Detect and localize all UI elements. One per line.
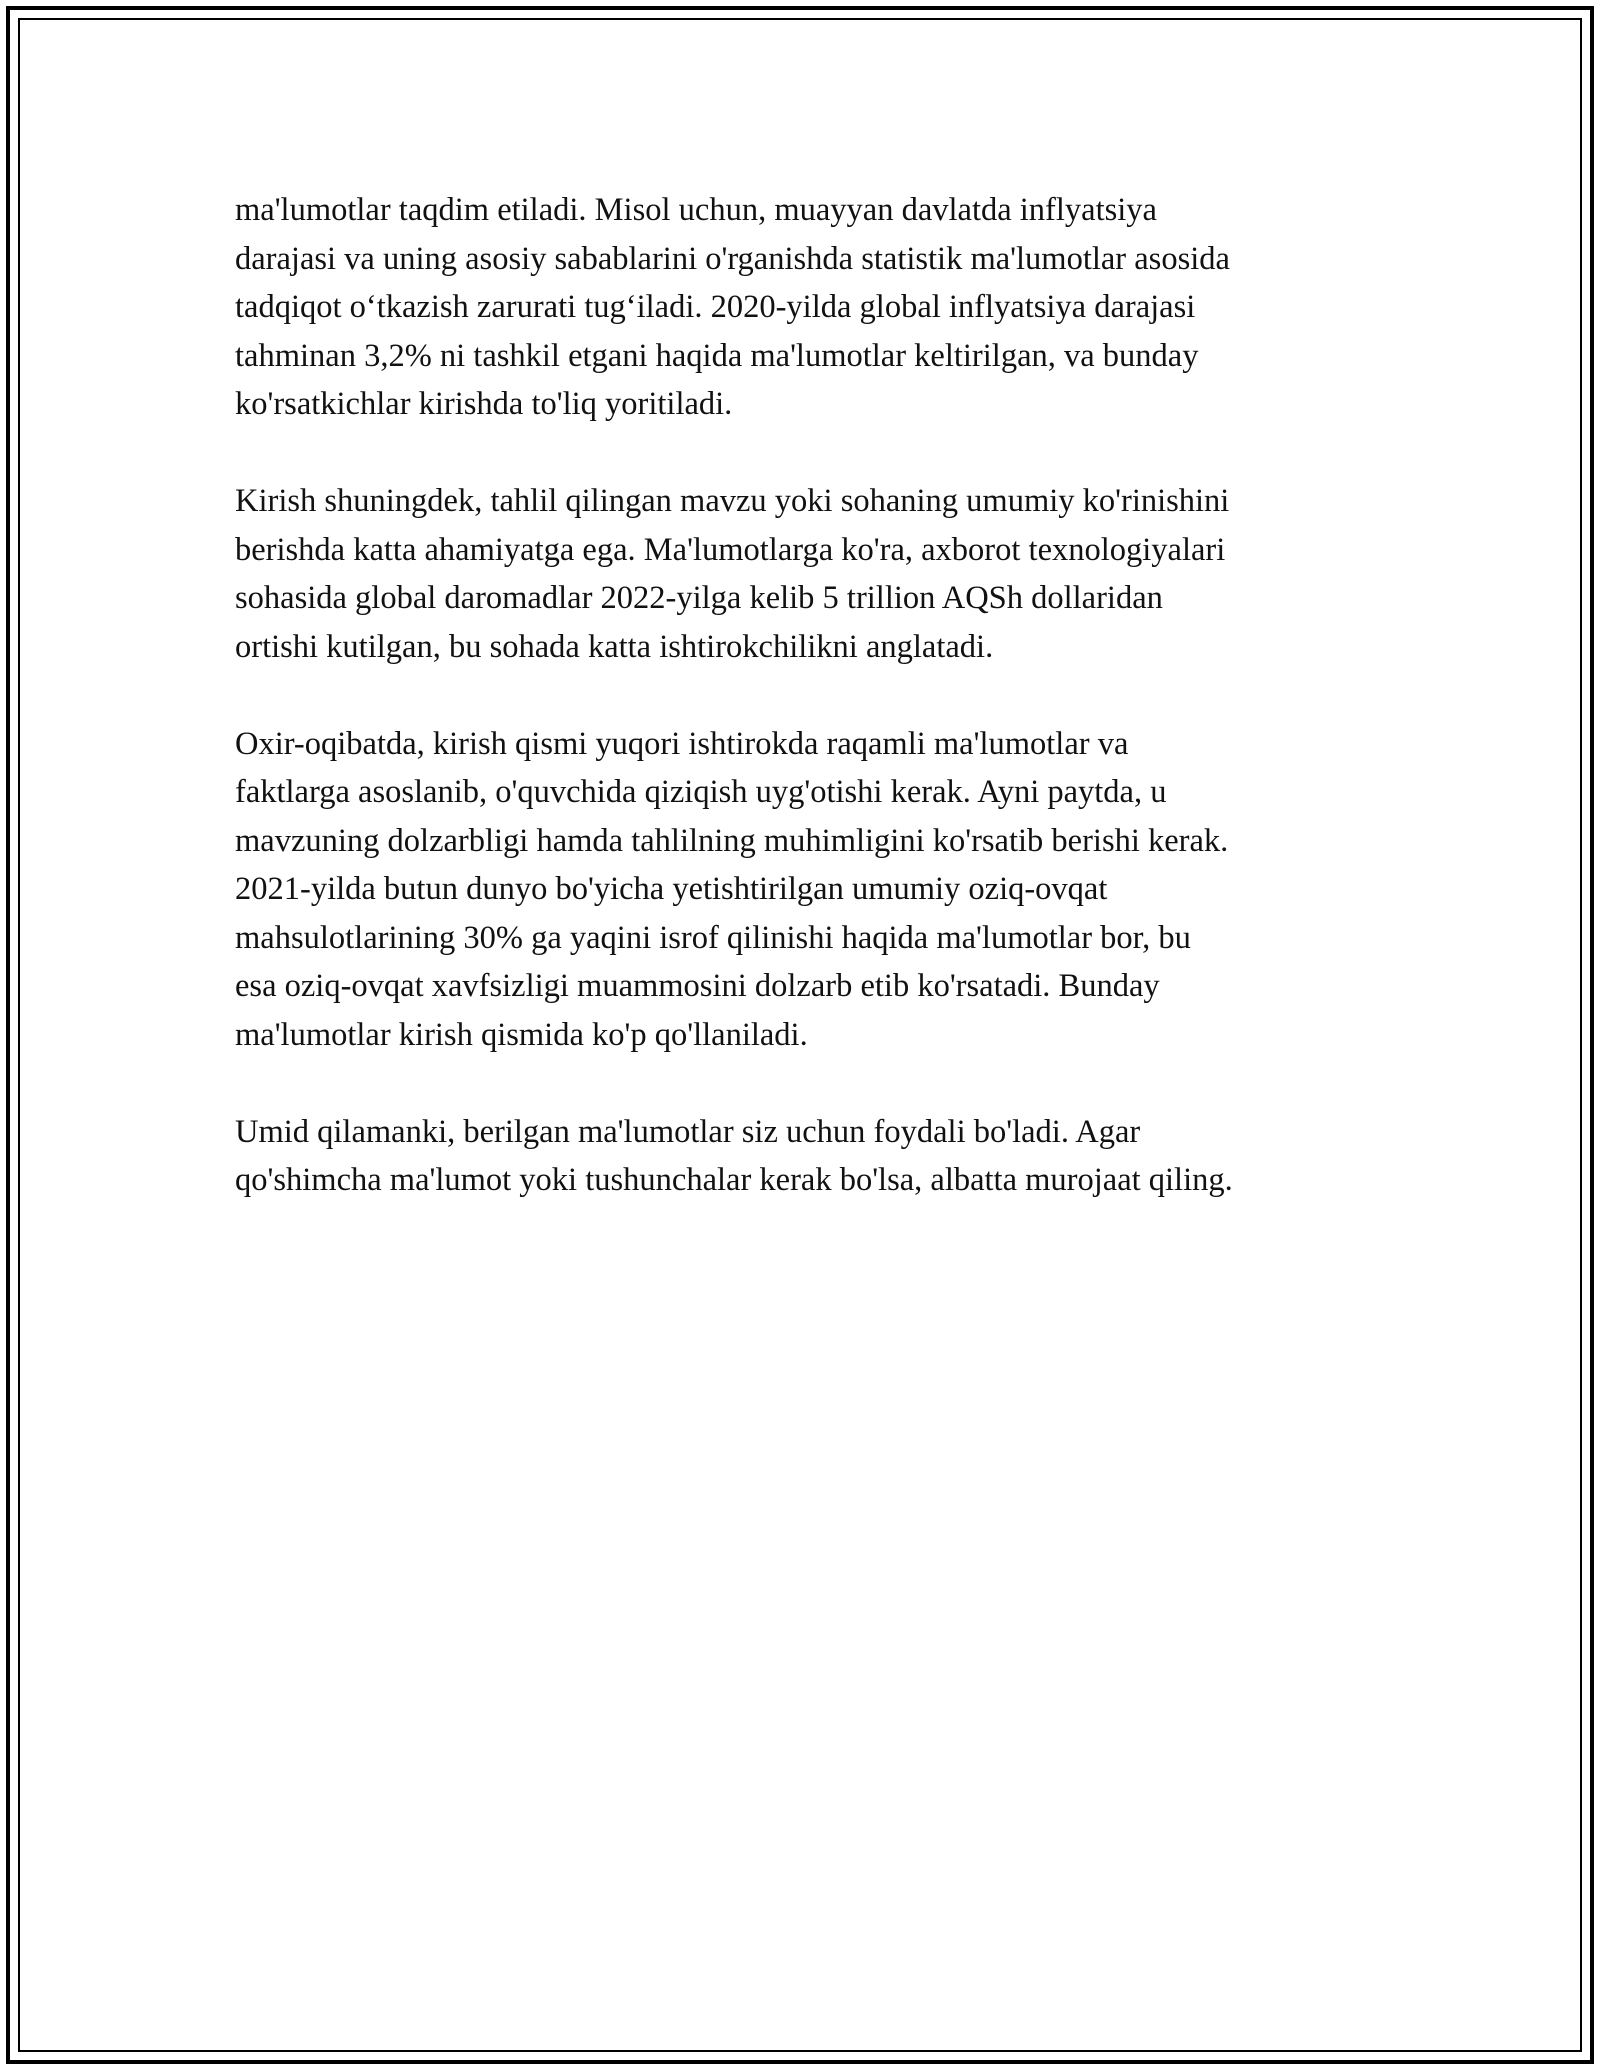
paragraph-2: Kirish shuningdek, tahlil qilingan mavzu yoki sohaning umumiy ko'rinishini berishda katta ahamiyatga ega. Ma'lumotlarga ko'ra, axborot texnologiyalari sohasida global daromadlar 2022-yilga kelib 5 trillion AQSh dollaridan ortishi kutilgan, bu sohada katta ishtirokchilikni anglatadi. bbox=[235, 483, 1230, 665]
paragraph-1: ma'lumotlar taqdim etiladi. Misol uchun, muayyan davlatda inflyatsiya darajasi va uning asosiy sabablarini o'rganishda statistik ma'lumotlar asosida tadqiqot o‘tkazish zarurati tug‘iladi. 2020-yilda global inflyatsiya darajasi tahminan 3,2% ni tashkil etgani haqida ma'lumotlar keltirilgan, va bunday ko'rsatkichlar kirishda to'liq yoritiladi. bbox=[235, 192, 1230, 422]
document-body bbox=[235, 186, 1375, 1253]
paragraph-3: Oxir-oqibatda, kirish qismi yuqori ishtirokda raqamli ma'lumotlar va faktlarga asoslanib, o'quvchida qiziqish uyg'otishi kerak. Ayni paytda, u mavzuning dolzarbligi hamda tahlilning muhimligini ko'rsatib berishi kerak. 2021-yilda butun dunyo bo'yicha yetishtirilgan umumiy oziq-ovqat mahsulotlarining 30% ga yaqini isrof qilinishi haqida ma'lumotlar bor, bu esa oziq-ovqat xavfsizligi muammosini dolzarb etib ko'rsatadi. Bunday ma'lumotlar kirish qismida ko'p qo'llaniladi. bbox=[235, 725, 1229, 1053]
paragraph-4: Umid qilamanki, berilgan ma'lumotlar siz uchun foydali bo'ladi. Agar qo'shimcha ma'lumot yoki tushunchalar kerak bo'lsa, albatta murojaat qiling. bbox=[235, 1113, 1233, 1198]
